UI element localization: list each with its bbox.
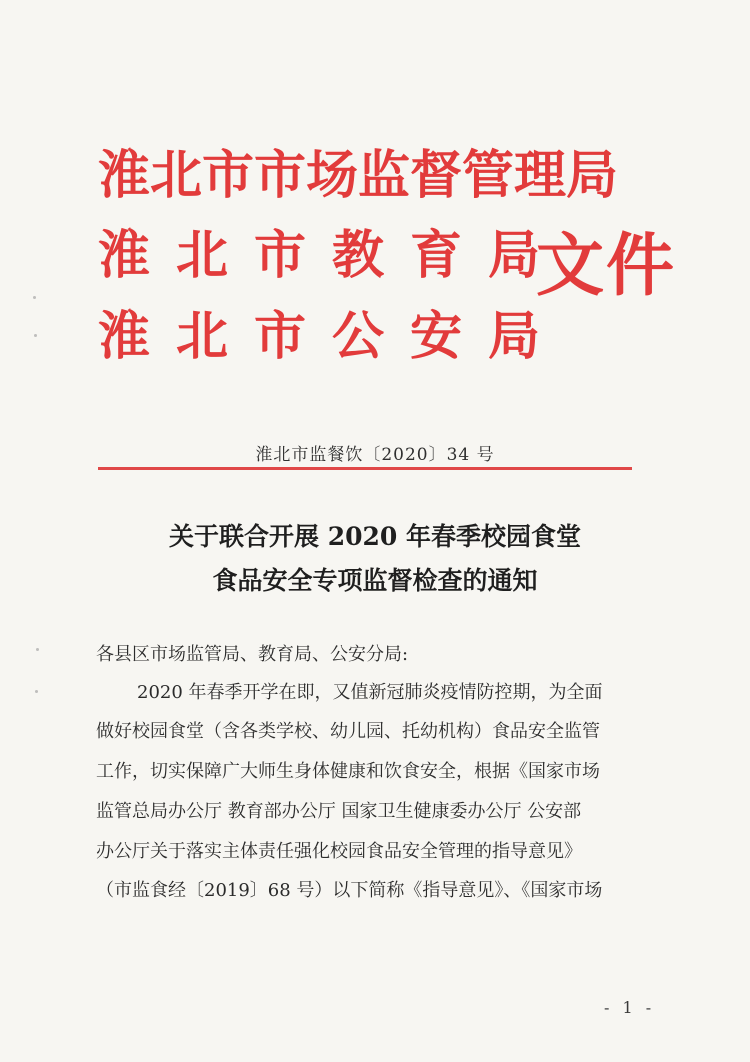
document-title-line-1: 关于联合开展 2020 年春季校园食堂 [169,522,581,551]
body-paragraph-line: 办公厅关于落实主体责任强化校园食品安全管理的指导意见》 [96,841,582,862]
body-paragraph-line: 2020 年春季开学在即，又值新冠肺炎疫情防控期，为全面 [137,682,603,703]
body-paragraph-line: 监管总局办公厅 教育部办公厅 国家卫生健康委办公厅 公安部 [96,801,582,822]
document-number: 淮北市监餐饮〔2020〕34 号 [255,445,495,465]
page-number: - 1 - [604,998,656,1017]
document-type-label: 文件 [536,227,677,306]
margin-speck [34,334,37,337]
issuer-market-supervision: 淮北市市场监督管理局 [98,146,619,206]
body-paragraph-line: 做好校园食堂（含各类学校、幼儿园、托幼机构）食品安全监管 [96,721,600,742]
margin-speck [35,690,38,693]
body-paragraph-line: （市监食经〔2019〕68 号）以下简称《指导意见》、《国家市场 [96,880,603,901]
body-paragraph-line: 工作，切实保障广大师生身体健康和饮食安全，根据《国家市场 [96,761,600,782]
margin-speck [33,296,36,299]
recipients-line: 各县区市场监管局、教育局、公安分局: [96,644,409,665]
issuer-education-bureau: 淮北市教育局 [98,226,567,286]
margin-speck [36,648,39,651]
red-separator-line [98,467,632,470]
document-title-line-2: 食品安全专项监督检查的通知 [212,566,538,595]
issuer-public-security: 淮北市公安局 [98,307,567,367]
